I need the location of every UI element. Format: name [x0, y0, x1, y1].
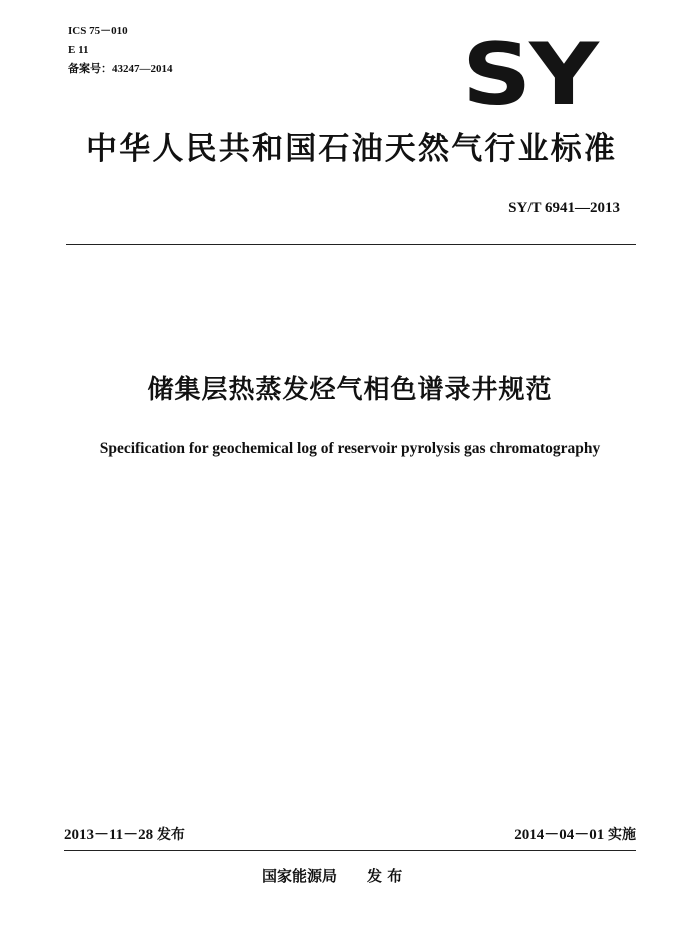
issue-date-block: [64, 826, 185, 844]
issuer-name: 国家能源局: [262, 867, 338, 885]
implementation-label: 实施: [608, 827, 636, 843]
implementation-date: 2014－04－01: [514, 827, 605, 843]
classification-code: E 11: [68, 44, 89, 56]
bottom-divider: [64, 850, 636, 851]
english-title: Specification for geochemical log of reservoir pyrolysis gas chromatography: [99, 440, 601, 457]
issuer-action: 发 布: [367, 867, 403, 885]
standard-category-title: 中华人民共和国石油天然气行业标准: [86, 131, 618, 167]
ics-code: ICS 75－010: [68, 25, 128, 37]
chinese-title: 储集层热蒸发烃气相色谱录井规范: [147, 375, 553, 405]
issue-label: 发布: [156, 827, 185, 843]
sy-logo: SY: [462, 25, 597, 125]
implementation-date-block: [514, 826, 636, 844]
standard-code: SY/T 6941—2013: [508, 200, 620, 216]
issue-date: 2013－11－28: [64, 827, 154, 843]
issuer-block: [262, 866, 402, 886]
record-number: 备案号：43247—2014: [68, 63, 173, 75]
top-divider: [66, 244, 636, 245]
